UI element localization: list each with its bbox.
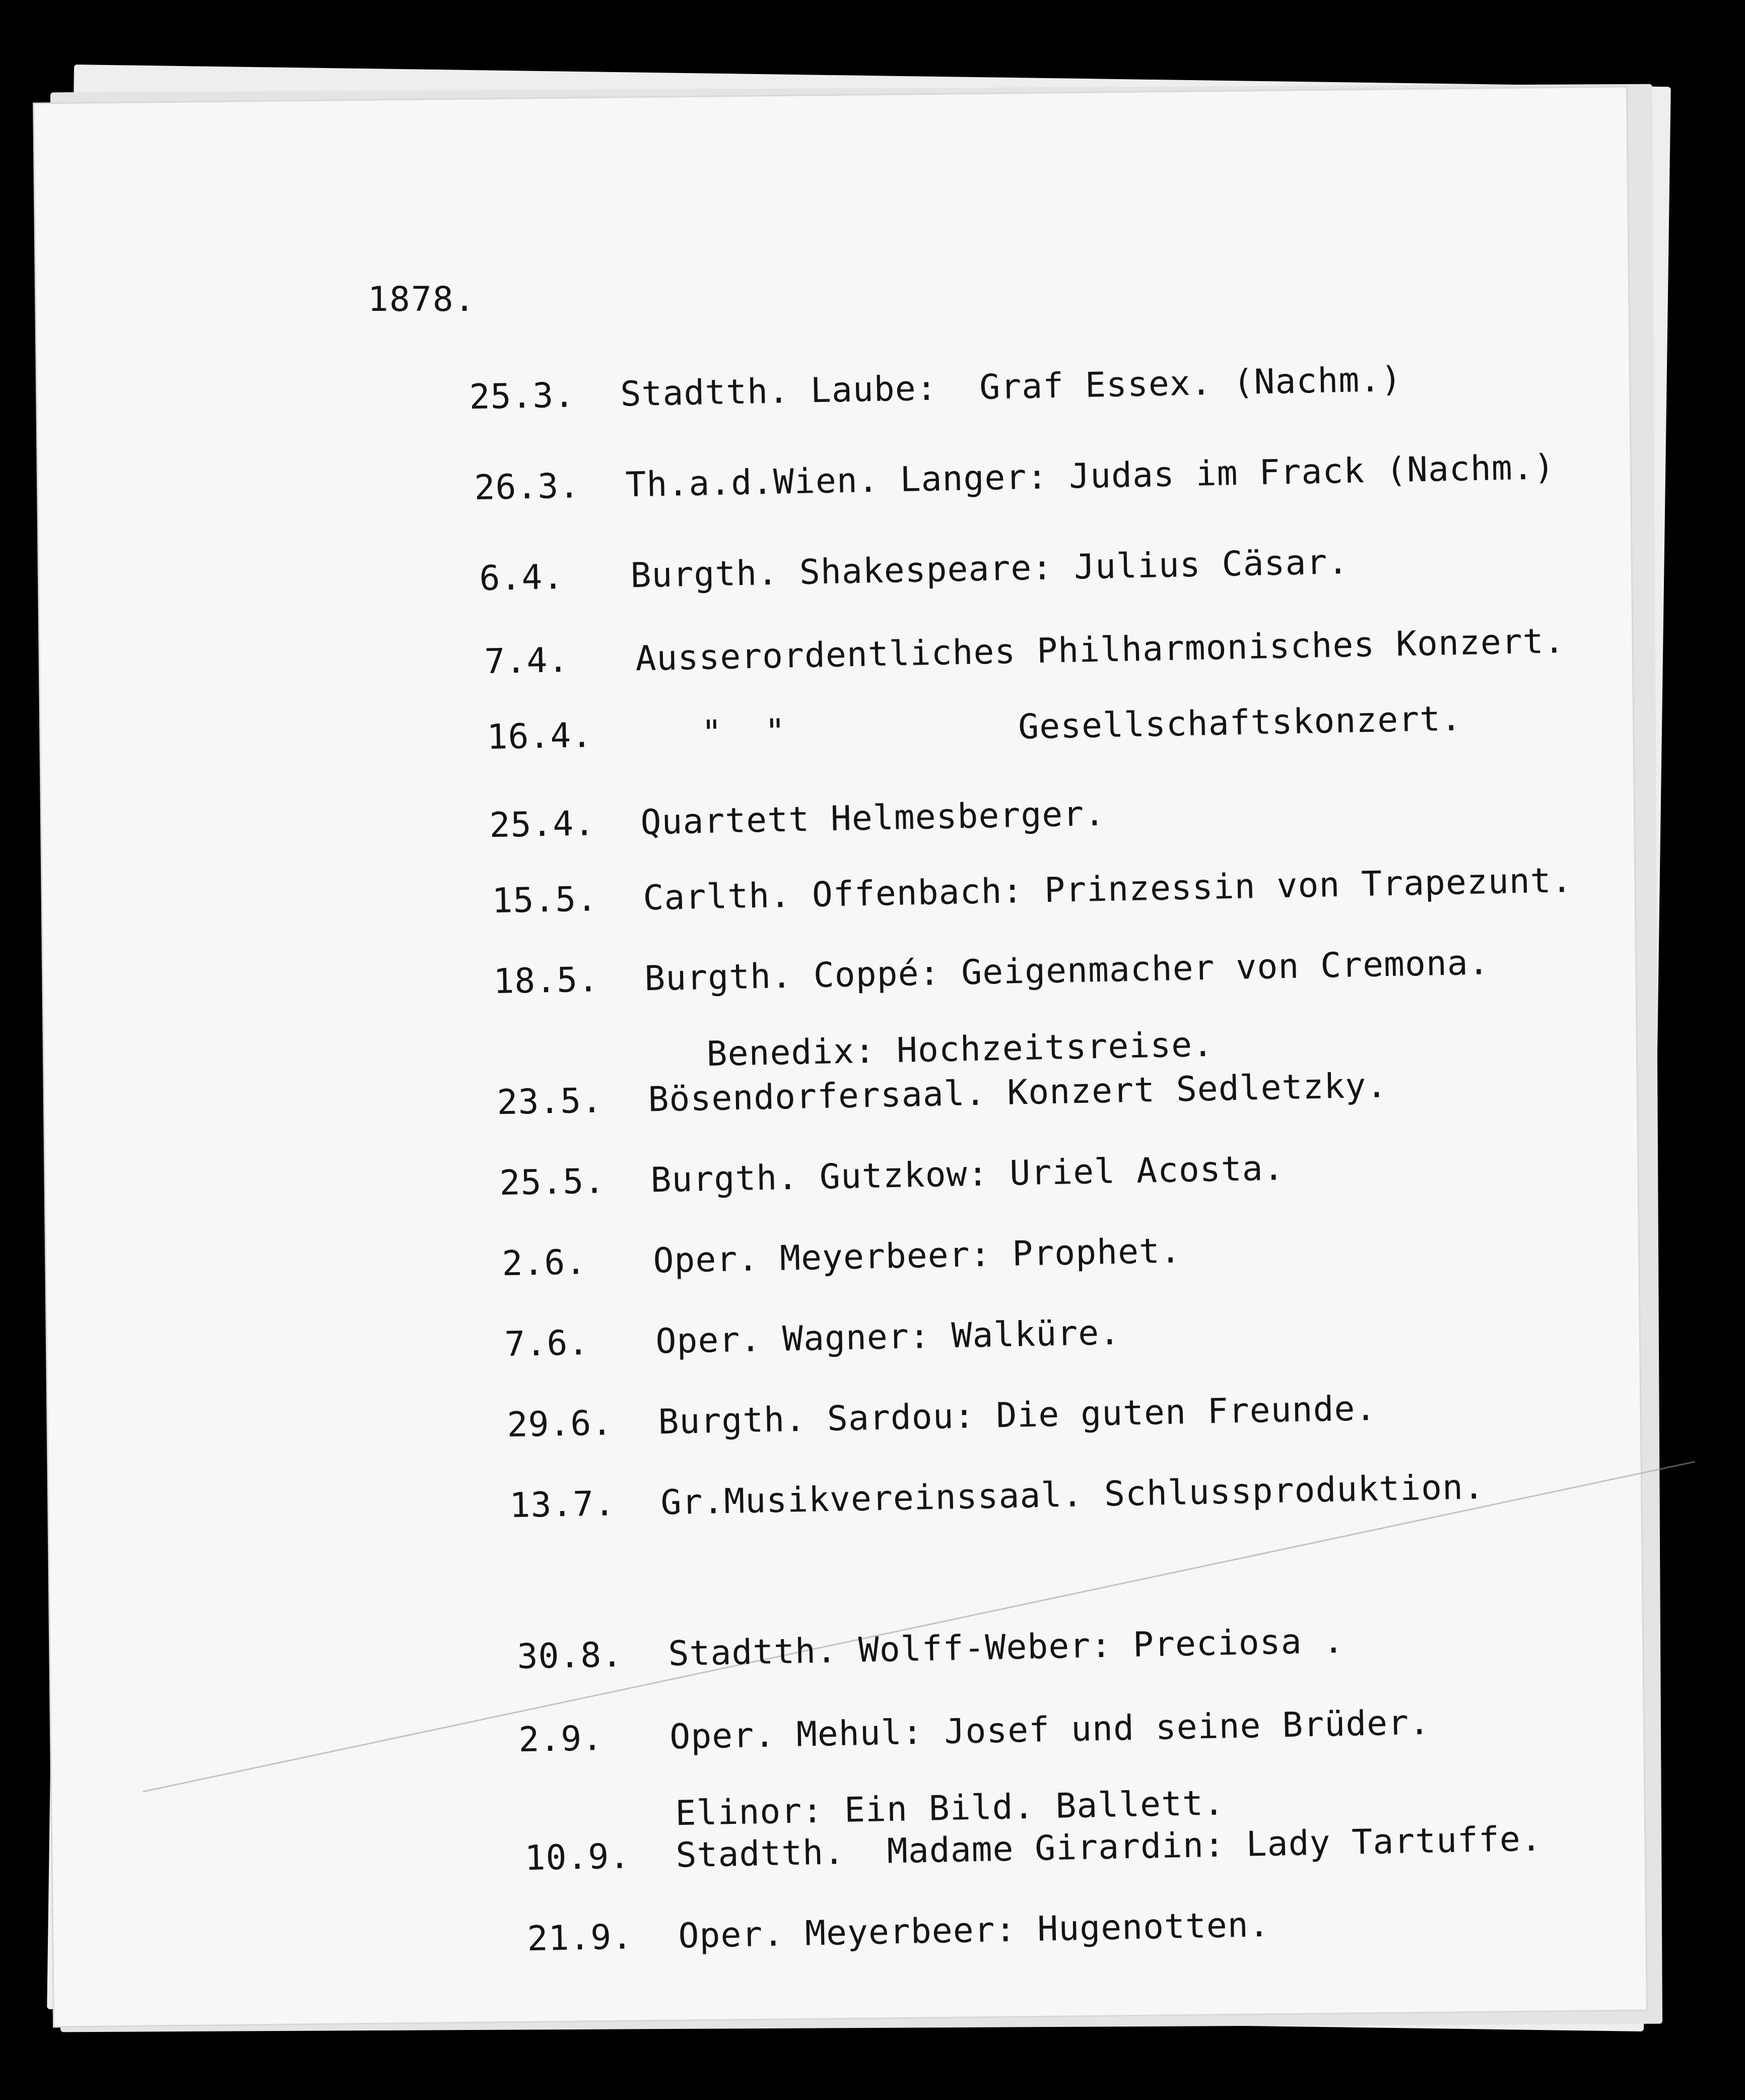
- entry-text: Burgth. Shakespeare: Julius Cäsar.: [630, 542, 1349, 596]
- entry-date: 18.5.: [493, 960, 599, 1002]
- entry-text: Bösendorfersaal. Konzert Sedletzky.: [647, 1066, 1388, 1120]
- entry-date: 30.8.: [516, 1635, 624, 1677]
- entry-text: Burgth. Coppé: Geigenmacher von Cremona.: [644, 943, 1490, 999]
- entry-date: 2.9.: [518, 1718, 603, 1760]
- entry-text: Th.a.d.Wien. Langer: Judas im Frack (Nachm.): [625, 447, 1556, 505]
- entry-text: Stadtth. Madame Girardin: Lady Tartuffe.: [675, 1819, 1542, 1876]
- entry-continuation: Benedix: Hochzeitsreise.: [706, 1024, 1214, 1075]
- entry-text: Oper. Meyerbeer: Prophet.: [652, 1231, 1182, 1281]
- entry-date: 25.5.: [499, 1161, 606, 1204]
- entry-continuation: Elinor: Ein Bild. Ballett.: [675, 1783, 1225, 1834]
- entry-text: " " Gesellschaftskonzert.: [637, 699, 1462, 755]
- entry-date: 7.4.: [484, 640, 570, 682]
- entry-text: Quartett Helmesberger.: [640, 794, 1106, 843]
- entry-text: Oper. Wagner: Walküre.: [655, 1312, 1121, 1362]
- entry-date: 25.4.: [489, 804, 596, 846]
- entry-text: Oper. Meyerbeer: Hugenotten.: [678, 1905, 1270, 1956]
- entry-date: 21.9.: [526, 1917, 634, 1959]
- entry-date: 25.3.: [468, 375, 576, 418]
- entry-text: Stadtth. Wolff-Weber: Preciosa .: [667, 1621, 1345, 1674]
- entry-date: 16.4.: [486, 715, 593, 758]
- entry-text: Gr.Musikvereinssaal. Schlussproduktion.: [660, 1467, 1485, 1523]
- entry-text: Carlth. Offenbach: Prinzessin von Trapezunt.: [642, 860, 1573, 918]
- list-item: [399, 1868, 1271, 1999]
- entry-date: 6.4.: [479, 557, 565, 599]
- entry-date: 23.5.: [496, 1081, 603, 1123]
- entry-date: 29.6.: [506, 1403, 614, 1446]
- entry-text: Burgth. Gutzkow: Uriel Acosta.: [650, 1148, 1285, 1201]
- entry-date: 10.9.: [524, 1836, 631, 1879]
- list-item: [382, 1430, 1486, 1566]
- entry-text: Oper. Mehul: Josef und seine Brüder.: [669, 1702, 1431, 1757]
- entry-date: 26.3.: [474, 466, 581, 508]
- entry-text: Ausserordentliches Philharmonisches Konzert.: [635, 621, 1566, 679]
- entry-text: Stadtth. Laube: Graf Essex. (Nachm.): [620, 359, 1402, 415]
- entry-date: 7.6.: [504, 1323, 590, 1365]
- entry-date: 2.6.: [501, 1242, 587, 1284]
- entry-date: 13.7.: [509, 1484, 616, 1526]
- entry-date: 15.5.: [491, 879, 598, 922]
- year-heading: 1878.: [368, 280, 476, 319]
- entry-text: Burgth. Sardou: Die guten Freunde.: [657, 1389, 1377, 1442]
